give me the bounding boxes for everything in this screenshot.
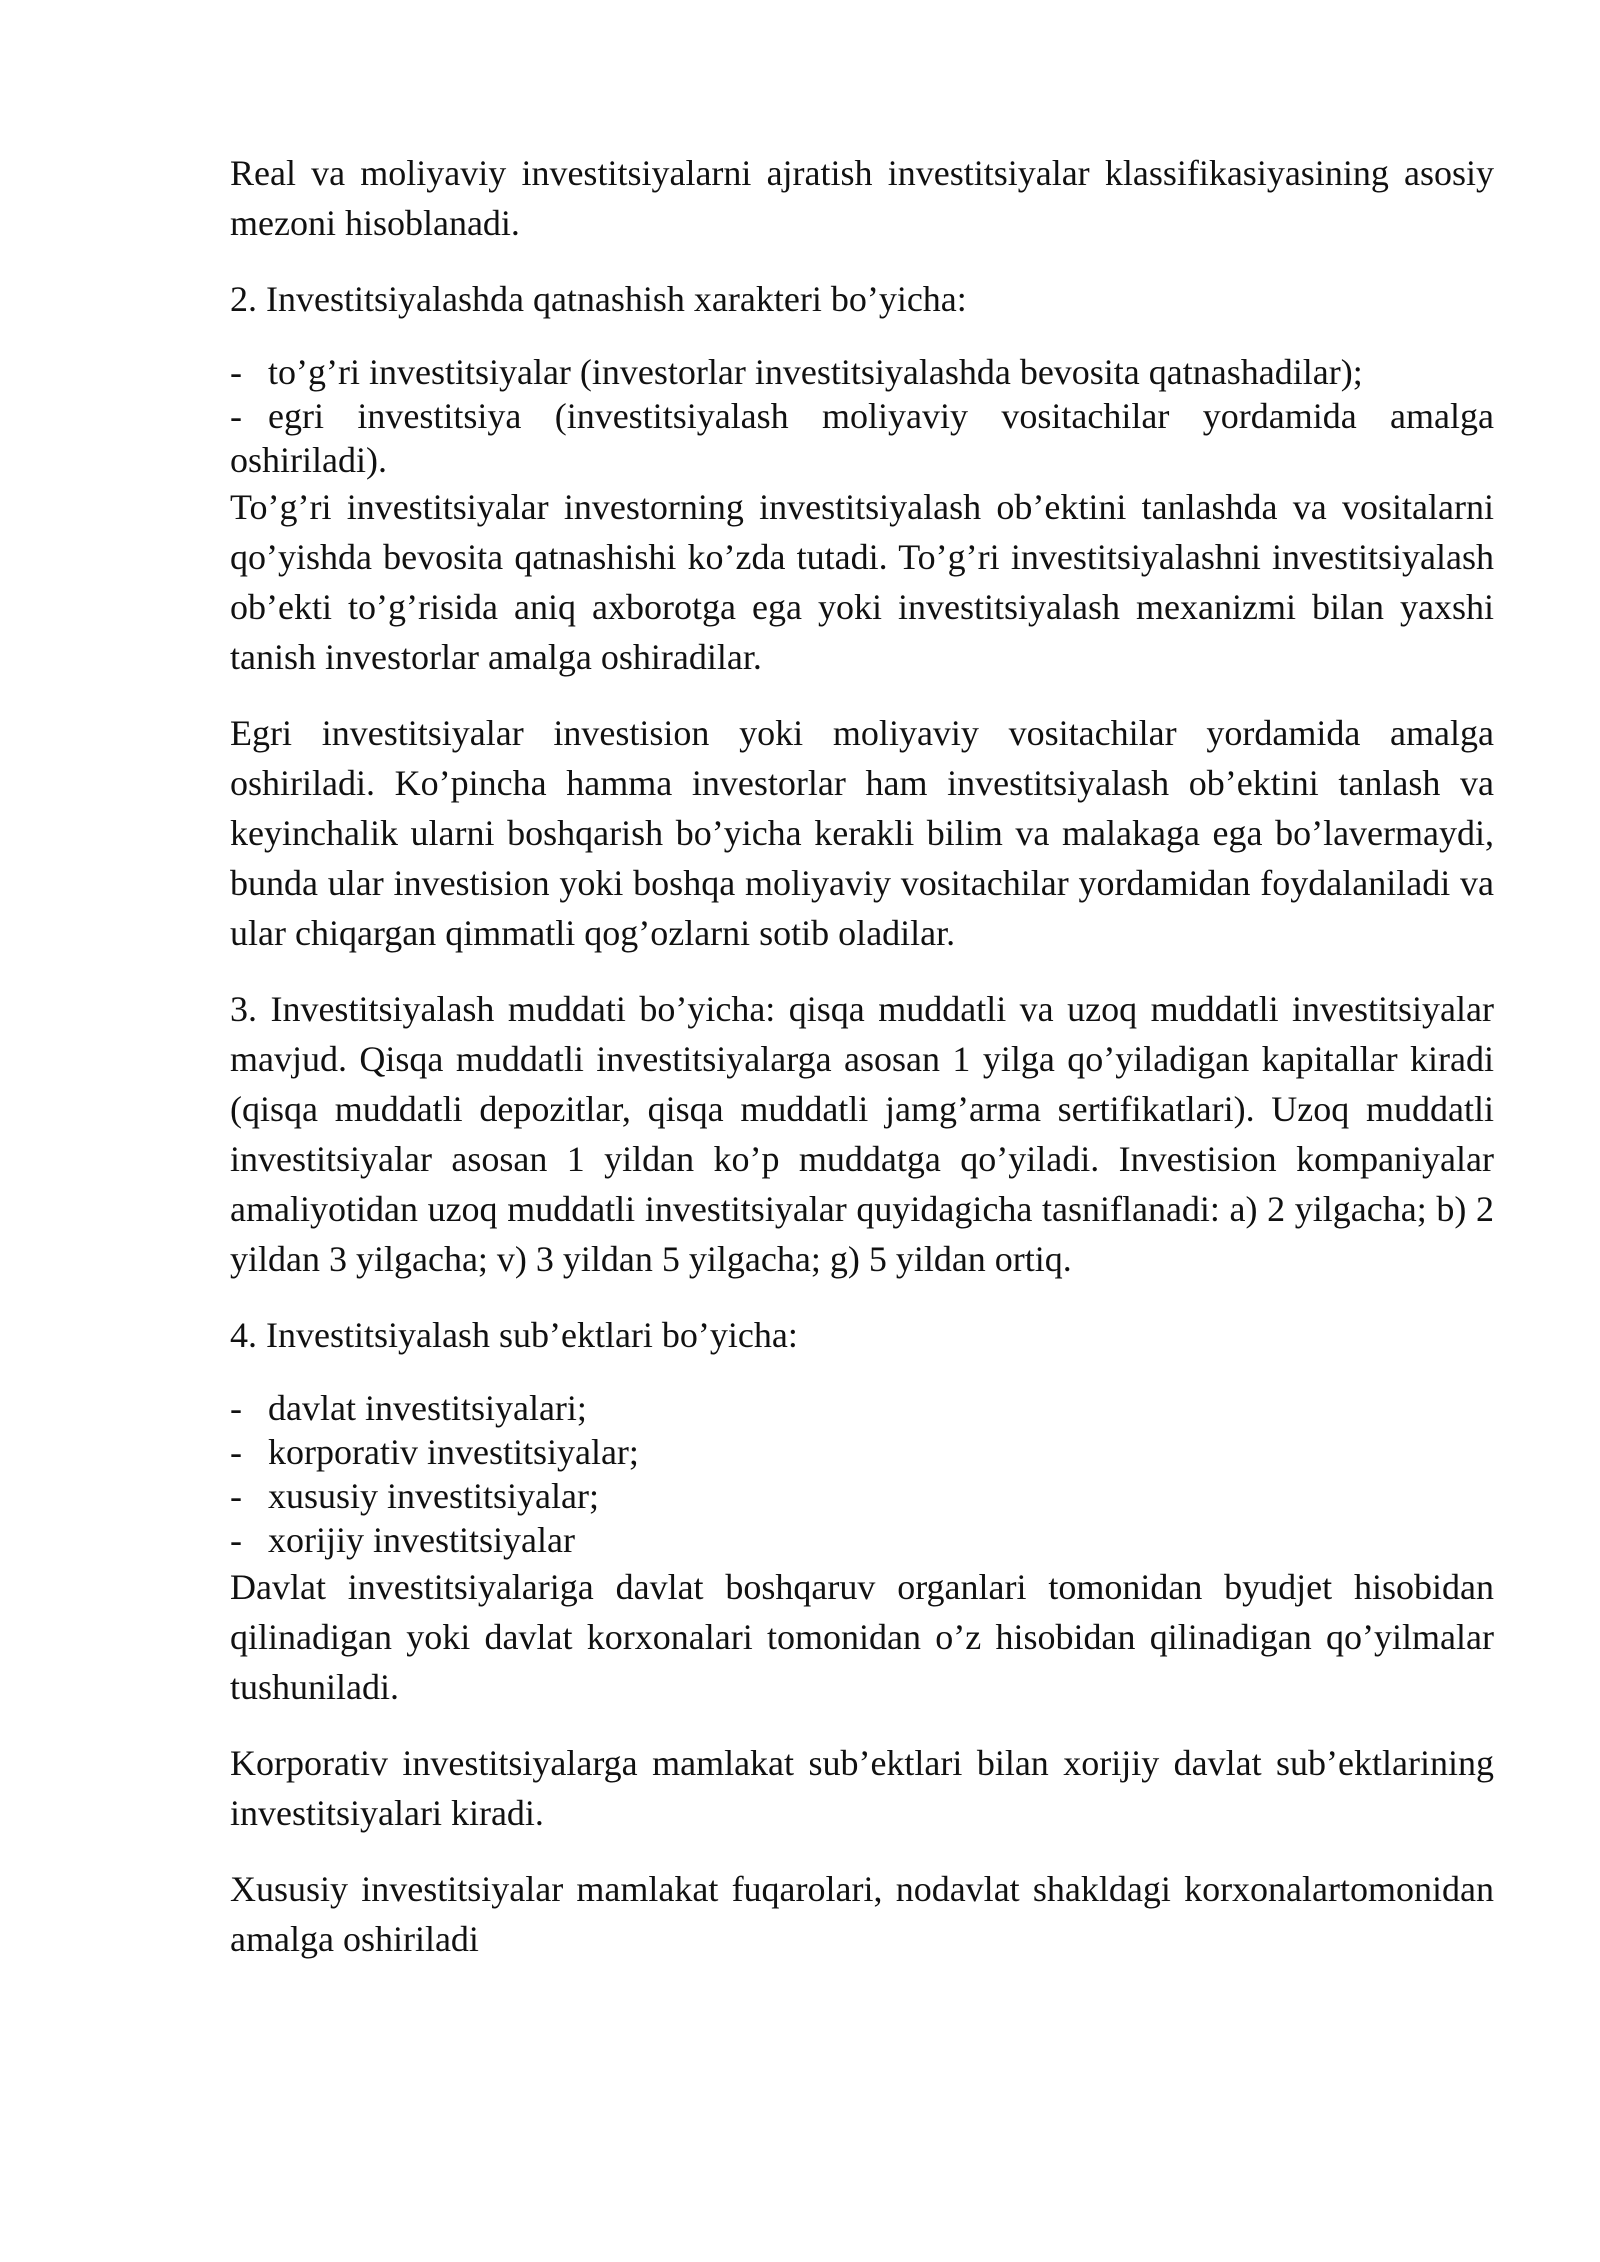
list-marker: -	[230, 396, 242, 436]
participation-list	[230, 350, 1494, 482]
list-marker: -	[230, 1388, 242, 1428]
list-item	[230, 1518, 1494, 1562]
paragraph-investment-term: 3. Investitsiyalash muddati bo’yicha: qisqa muddatli va uzoq muddatli investitsiyalar mavjud. Qisqa muddatli investitsiyalarga asosan 1 yilga qo’yiladigan kapitallar kiradi (qisqa muddatli depozitlar, qisqa muddatli jamg’arma sertifikatlari). Uzoq muddatli investitsiyalar asosan 1 yildan ko’p muddatga qo’yiladi. Investision kompaniyalar amaliyotidan uzoq muddatli investitsiyalar quyidagicha tasniflanadi: a) 2 yilgacha; b) 2 yildan 3 yilgacha; v) 3 yildan 5 yilgacha; g) 5 yildan ortiq.	[230, 989, 1494, 1279]
subjects-list	[230, 1386, 1494, 1562]
heading-subjects: 4. Investitsiyalash sub’ektlari bo’yicha:	[230, 1315, 798, 1355]
paragraph-corporate-investments: Korporativ investitsiyalarga mamlakat sub’ektlari bilan xorijiy davlat sub’ektlarining investitsiyalari kiradi.	[230, 1743, 1494, 1833]
list-marker: -	[230, 1476, 242, 1516]
list-item	[230, 1430, 1494, 1474]
paragraph-state-investments: Davlat investitsiyalariga davlat boshqaruv organlari tomonidan byudjet hisobidan qilinadigan yoki davlat korxonalari tomonidan o’z hisobidan qilinadigan qo’yilmalar tushuniladi.	[230, 1567, 1494, 1707]
list-marker: -	[230, 1520, 242, 1560]
list-item-text: xorijiy investitsiyalar	[268, 1520, 575, 1560]
list-item	[230, 1474, 1494, 1518]
list-marker: -	[230, 352, 242, 392]
paragraph-direct-investments: To’g’ri investitsiyalar investorning investitsiyalash ob’ektini tanlashda va vositalarni qo’yishda bevosita qatnashishi ko’zda tutadi. To’g’ri investitsiyalashni investitsiyalash ob’ekti to’g’risida aniq axborotga ega yoki investitsiyalash mexanizmi bilan yaxshi tanish investorlar amalga oshiradilar.	[230, 487, 1494, 677]
paragraph-real-financial: Real va moliyaviy investitsiyalarni ajratish investitsiyalar klassifikasiyasining asosiy mezoni hisoblanadi.	[230, 153, 1494, 243]
list-marker: -	[230, 1432, 242, 1472]
list-item-text: xususiy investitsiyalar;	[268, 1476, 599, 1516]
list-item-text: davlat investitsiyalari;	[268, 1388, 587, 1428]
paragraph-indirect-investments: Egri investitsiyalar investision yoki moliyaviy vositachilar yordamida amalga oshiriladi. Ko’pincha hamma investorlar ham investitsiyalash ob’ektini tanlash va keyinchalik ularni boshqarish bo’yicha kerakli bilim va malakaga ega bo’lavermaydi, bunda ular investision yoki boshqa moliyaviy vositachilar yordamidan foydalaniladi va ular chiqargan qimmatli qog’ozlarni sotib oladilar.	[230, 713, 1494, 953]
list-item-text: egri investitsiya (investitsiyalash moliyaviy vositachilar yordamida amalga oshiriladi).	[230, 396, 1494, 480]
heading-participation: 2. Investitsiyalashda qatnashish xarakteri bo’yicha:	[230, 279, 967, 319]
list-item	[230, 1386, 1494, 1430]
list-item	[230, 394, 1494, 482]
paragraph-private-investments: Xususiy investitsiyalar mamlakat fuqarolari, nodavlat shakldagi korxonalartomonidan amalga oshiriladi	[230, 1869, 1494, 1959]
list-item-text: korporativ investitsiyalar;	[268, 1432, 639, 1472]
list-item	[230, 350, 1494, 394]
document-body	[230, 148, 1494, 1964]
list-item-text: to’g’ri investitsiyalar (investorlar investitsiyalashda bevosita qatnashadilar);	[268, 352, 1363, 392]
